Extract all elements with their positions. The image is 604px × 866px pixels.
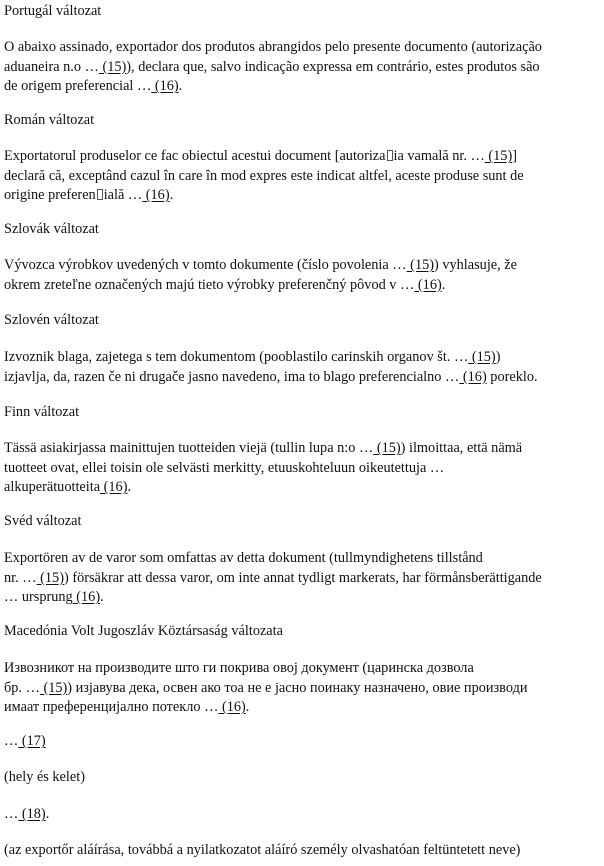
- text-line: [4, 368, 602, 388]
- text-segment: .: [169, 187, 174, 203]
- text-segment: Exportatorul produselor ce fac obiectul acestui document [autoriza: [4, 148, 386, 164]
- footnote-reference: (15): [98, 58, 127, 75]
- footnote-reference: (15): [373, 440, 401, 456]
- text-line: [4, 147, 602, 167]
- section-heading-portuguese: Portugál változat: [4, 3, 102, 19]
- text-segment: бр. …: [4, 679, 40, 696]
- missing-glyph-box: [387, 150, 393, 161]
- footnote-reference: (16): [100, 479, 128, 495]
- text-segment: okrem zreteľne označených majú tieto výrobky preferenčný pôvod v …: [4, 276, 415, 293]
- text-segment: origine preferen: [4, 187, 96, 203]
- text-line: [4, 439, 602, 459]
- section-heading-romanian: Román változat: [4, 112, 95, 128]
- text-segment: (az exportőr aláírása, továbbá a nyilatkozatot aláíró személy olvashatóan feltüntetett neve): [4, 842, 521, 858]
- text-line: [4, 348, 602, 368]
- text-line: [4, 679, 602, 699]
- section-text-slovak: [4, 256, 602, 295]
- footnote-reference: (15): [484, 148, 513, 164]
- section-text-macedonian: [4, 659, 602, 718]
- text-segment: .: [441, 276, 446, 293]
- text-segment: ), declara que, salvo indicação expressa em contrário, estes produtos são: [126, 58, 540, 75]
- footnote-reference: (18): [18, 806, 46, 822]
- text-segment: .: [178, 78, 183, 94]
- text-segment: ]: [512, 148, 517, 164]
- text-line: [4, 77, 602, 97]
- text-segment: .: [245, 699, 250, 715]
- text-line: [4, 256, 602, 276]
- text-segment: .: [100, 589, 104, 605]
- text-segment: …: [4, 733, 19, 749]
- text-segment: .: [127, 479, 132, 495]
- text-segment: Exportören av de varor som omfattas av detta dokument (tullmyndighetens tillstånd: [4, 550, 483, 566]
- footnote-reference: (16): [459, 368, 487, 385]
- signature-caption: [4, 841, 602, 861]
- section-heading-swedish: Svéd változat: [4, 513, 82, 529]
- footnote-reference: (15): [36, 569, 64, 586]
- section-heading-slovenian: Szlovén változat: [4, 312, 99, 328]
- section-text-romanian: [4, 147, 602, 206]
- footnote-reference: (16): [218, 699, 246, 715]
- text-segment: ): [495, 349, 501, 365]
- text-segment: tuotteet ovat, ellei toisin ole selvästi merkitty, etuuskohteluun oikeutettuja …: [4, 459, 445, 476]
- text-line: [4, 549, 602, 569]
- text-line: [4, 698, 602, 718]
- footnote-reference: (16): [151, 78, 179, 94]
- section-heading-slovak: Szlovák változat: [4, 221, 99, 237]
- text-segment: Izvoznik blaga, zajetega s tem dokumentom (pooblastilo carinskih organov št. …: [4, 349, 469, 365]
- text-segment: O abaixo assinado, exportador dos produtos abrangidos pelo presente documento (autorização: [4, 39, 542, 55]
- footnote-reference: (15): [468, 349, 496, 365]
- text-segment: ia vamală nr. …: [393, 148, 485, 164]
- text-segment: izjavlja, da, razen če ni drugače jasno navedeno, ima to blago preferencialno …: [4, 368, 460, 385]
- text-segment: alkuperätuotteita: [4, 479, 101, 495]
- text-segment: ) vyhlasuje, že: [434, 257, 517, 273]
- text-line: [4, 38, 602, 58]
- text-line: [4, 805, 602, 825]
- text-line: [4, 167, 602, 187]
- text-segment: aduaneira n.o …: [4, 58, 99, 75]
- text-line: [4, 459, 602, 479]
- text-line: [4, 588, 602, 608]
- text-segment: (hely és kelet): [4, 769, 85, 785]
- section-text-swedish: [4, 549, 602, 608]
- section-heading-finnish: Finn változat: [4, 404, 80, 420]
- text-line: [4, 478, 602, 498]
- text-segment: Tässä asiakirjassa mainittujen tuotteiden viejä (tullin lupa n:o …: [4, 440, 374, 456]
- text-line: [4, 841, 602, 861]
- text-segment: … ursprung: [4, 589, 73, 605]
- text-line: [4, 732, 602, 752]
- missing-glyph-box: [97, 189, 103, 200]
- section-text-slovenian: [4, 348, 602, 387]
- footnote-reference: (16): [142, 187, 170, 203]
- footnote-reference: (17): [18, 733, 46, 749]
- footnote-reference: (15): [39, 679, 68, 696]
- footnote-reference: (16): [414, 276, 442, 293]
- text-line: [4, 768, 602, 788]
- text-segment: nr. …: [4, 569, 37, 586]
- text-line: [4, 58, 602, 78]
- section-text-portuguese: [4, 38, 602, 97]
- section-heading-macedonian: Macedónia Volt Jugoszláv Köztársaság változata: [4, 623, 283, 639]
- text-segment: …: [4, 806, 19, 822]
- signature-placeholder: [4, 805, 602, 825]
- text-segment: poreklo.: [486, 368, 538, 385]
- text-line: [4, 276, 602, 296]
- text-segment: .: [45, 806, 50, 822]
- footnote-reference: (16): [72, 589, 101, 605]
- text-segment: Извозникот на производите што ги покрива овој документ (царинска дозвола: [4, 660, 474, 676]
- text-segment: ială …: [103, 187, 143, 203]
- text-line: [4, 659, 602, 679]
- section-text-finnish: [4, 439, 602, 498]
- text-segment: имаат преференцијално потекло …: [4, 699, 219, 715]
- text-segment: ) изјавува дека, освен ако тоа не е јасно поинаку назначено, овие производи: [67, 679, 528, 696]
- text-segment: de origem preferencial …: [4, 78, 152, 94]
- text-segment: ) försäkrar att dessa varor, om inte annat tydligt markerats, har förmånsberättigande: [63, 569, 542, 586]
- text-segment: Vývozca výrobkov uvedených v tomto dokumente (číslo povolenia …: [4, 257, 407, 273]
- footnote-reference: (15): [406, 257, 435, 273]
- text-segment: declară că, exceptând cazul în care în mod expres este indicat altfel, aceste produse sunt de: [4, 167, 524, 184]
- text-line: [4, 186, 602, 206]
- place-date-caption: [4, 768, 602, 788]
- place-date-placeholder: [4, 732, 602, 752]
- text-line: [4, 569, 602, 589]
- text-segment: ) ilmoittaa, että nämä: [400, 440, 523, 456]
